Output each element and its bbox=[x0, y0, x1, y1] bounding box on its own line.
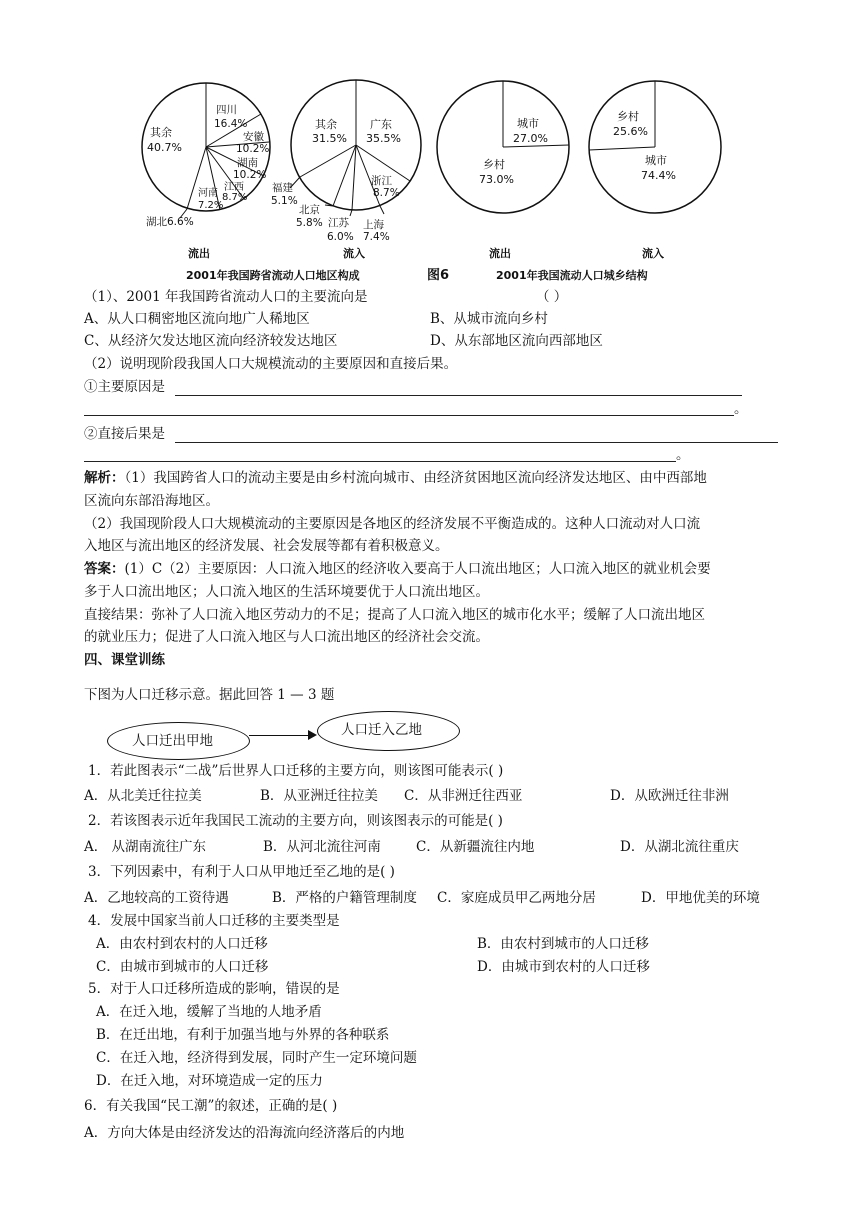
pie4-label-city: 城市 bbox=[645, 154, 667, 167]
pie2-label-fujian: 福建 bbox=[272, 182, 293, 194]
answer-text-4: 的就业压力；促进了人口流入地区与人口流出地区的经济社会交流。 bbox=[84, 629, 489, 645]
pie1-caption: 流出 bbox=[188, 247, 210, 260]
figure-label: 图6 bbox=[427, 268, 450, 283]
question-6-stem: 6．有关我国“民工潮”的叙述，正确的是( ) bbox=[84, 1098, 338, 1114]
svg-text:5.8%: 5.8% bbox=[296, 217, 323, 229]
question-3-option-b[interactable]: B．严格的户籍管理制度 bbox=[272, 890, 417, 906]
question-4-option-c[interactable]: C．由城市到城市的人口迁移 bbox=[96, 959, 269, 975]
question-5-stem: 5．对于人口迁移所造成的影响，错误的是 bbox=[88, 981, 340, 997]
figure-title-right: 2001年我国流动人口城乡结构 bbox=[496, 269, 648, 282]
analysis-text-1b: 区流向东部沿海地区。 bbox=[84, 493, 219, 509]
q1-stem: （1）、2001 年我国跨省流动人口的主要流向是 bbox=[84, 289, 368, 305]
question-1-stem: 1．若此图表示“二战”后世界人口迁移的主要方向，则该图可能表示( ) bbox=[88, 763, 504, 779]
svg-text:74.4%: 74.4% bbox=[641, 169, 676, 182]
answer-text-2: 多于人口流出地区；人口流入地区的生活环境要优于人口流出地区。 bbox=[84, 584, 489, 600]
question-2-stem: 2．若该图表示近年我国民工流动的主要方向，则该图表示的可能是( ) bbox=[88, 813, 503, 829]
result-answer-line-1[interactable] bbox=[175, 442, 778, 443]
pie1-label-jiangxi: 江西 bbox=[224, 182, 244, 193]
question-4-option-d[interactable]: D．由城市到农村的人口迁移 bbox=[477, 959, 650, 975]
svg-text:7.4%: 7.4% bbox=[363, 231, 390, 243]
question-1-option-d[interactable]: D．从欧洲迁往非洲 bbox=[610, 788, 729, 804]
migration-arrowhead bbox=[308, 730, 317, 740]
svg-text:25.6%: 25.6% bbox=[613, 125, 648, 138]
pie2-label-beijing: 北京 bbox=[299, 204, 320, 216]
svg-text:8.7%: 8.7% bbox=[373, 187, 400, 199]
pie2-label-zhejiang: 浙江 bbox=[371, 175, 392, 187]
question-5-option-c[interactable]: C．在迁入地，经济得到发展，同时产生一定环境问题 bbox=[96, 1050, 417, 1066]
question-2-option-c[interactable]: C．从新疆流往内地 bbox=[416, 839, 535, 855]
pie3-caption: 流出 bbox=[489, 247, 511, 260]
reason-answer-line-2[interactable] bbox=[84, 415, 734, 416]
pie-charts-figure bbox=[0, 0, 860, 290]
question-4-option-b[interactable]: B．由农村到城市的人口迁移 bbox=[477, 936, 649, 952]
svg-text:7.2%: 7.2% bbox=[198, 200, 224, 211]
question-1-option-a[interactable]: A．从北美迁往拉美 bbox=[84, 788, 202, 804]
svg-text:27.0%: 27.0% bbox=[513, 132, 548, 145]
pie1-label-sichuan: 四川 bbox=[216, 104, 237, 116]
question-5-option-d[interactable]: D．在迁入地，对环境造成一定的压力 bbox=[96, 1073, 323, 1089]
pie-inflow-province bbox=[271, 80, 421, 260]
reason-end-mark: 。 bbox=[734, 401, 748, 417]
pie1-label-henan: 河南 bbox=[198, 188, 218, 199]
pie2-label-shanghai: 上海 bbox=[363, 219, 384, 231]
question-4-option-a[interactable]: A．由农村到农村的人口迁移 bbox=[96, 936, 268, 952]
section-heading: 四、课堂训练 bbox=[84, 652, 165, 668]
q2-reason-label: ①主要原因是 bbox=[84, 379, 165, 395]
question-2-option-b[interactable]: B．从河北流往河南 bbox=[263, 839, 381, 855]
pie2-label-jiangsu: 江苏 bbox=[328, 217, 349, 229]
analysis-line-1 bbox=[84, 469, 707, 487]
pie4-caption: 流入 bbox=[642, 247, 664, 260]
q1-option-d: D、从东部地区流向西部地区 bbox=[430, 333, 603, 349]
analysis-text-1a: （1）我国跨省人口的流动主要是由乡村流向城市、由经济贫困地区流向经济发达地区、由中西部地 bbox=[124, 470, 707, 486]
pie2-label-other: 其余 bbox=[315, 118, 337, 131]
question-2-option-a[interactable]: A． 从湖南流往广东 bbox=[84, 839, 207, 855]
question-3-option-c[interactable]: C．家庭成员甲乙两地分居 bbox=[437, 890, 596, 906]
analysis-label: 解析： bbox=[84, 470, 125, 486]
q2-stem: （2）说明现阶段我国人口大规模流动的主要原因和直接后果。 bbox=[84, 356, 458, 372]
pie1-label-anhui: 安徽 bbox=[243, 131, 264, 143]
q1-option-a: A、从人口稠密地区流向地广人稀地区 bbox=[84, 311, 310, 327]
answer-line-1 bbox=[84, 560, 711, 578]
question-2-option-d[interactable]: D．从湖北流往重庆 bbox=[620, 839, 739, 855]
answer-label: 答案： bbox=[84, 561, 125, 577]
pie-outflow-urban-rural bbox=[437, 81, 569, 260]
q2-result-label: ②直接后果是 bbox=[84, 426, 165, 442]
section-intro: 下图为人口迁移示意。据此回答 1 — 3 题 bbox=[84, 687, 335, 703]
pie3-label-rural: 乡村 bbox=[483, 158, 505, 171]
svg-text:35.5%: 35.5% bbox=[366, 132, 401, 145]
question-3-option-a[interactable]: A．乙地较高的工资待遇 bbox=[84, 890, 229, 906]
svg-text:73.0%: 73.0% bbox=[479, 173, 514, 186]
question-5-option-b[interactable]: B．在迁出地，有利于加强当地与外界的各种联系 bbox=[96, 1027, 390, 1043]
q1-option-b: B、从城市流向乡村 bbox=[430, 311, 548, 327]
pie1-label-hunan: 湖南 bbox=[237, 157, 258, 169]
svg-text:10.2%: 10.2% bbox=[233, 169, 267, 181]
svg-text:40.7%: 40.7% bbox=[147, 141, 182, 154]
reason-answer-line-1[interactable] bbox=[175, 395, 742, 396]
analysis-text-2b: 入地区与流出地区的经济发展、社会发展等都有着积极意义。 bbox=[84, 538, 449, 554]
pie2-caption: 流入 bbox=[343, 247, 365, 260]
destination-label: 人口迁入乙地 bbox=[341, 722, 422, 738]
q1-answer-paren[interactable]: （ ） bbox=[536, 289, 568, 305]
analysis-text-2a: （2）我国现阶段人口大规模流动的主要原因是各地区的经济发展不平衡造成的。这种人口流动对人口流 bbox=[84, 516, 701, 532]
question-3-stem: 3．下列因素中，有利于人口从甲地迁至乙地的是( ) bbox=[88, 864, 395, 880]
question-1-option-b[interactable]: B．从亚洲迁往拉美 bbox=[260, 788, 378, 804]
question-3-option-d[interactable]: D．甲地优美的环境 bbox=[641, 890, 760, 906]
answer-text-3: 直接结果：弥补了人口流入地区劳动力的不足；提高了人口流入地区的城市化水平；缓解了人口流出地区 bbox=[84, 607, 705, 623]
question-1-option-c[interactable]: C．从非洲迁往西亚 bbox=[404, 788, 523, 804]
svg-text:10.2%: 10.2% bbox=[236, 143, 270, 155]
pie2-label-guangdong: 广东 bbox=[370, 118, 392, 131]
svg-text:8.7%: 8.7% bbox=[222, 192, 248, 203]
svg-text:6.0%: 6.0% bbox=[327, 231, 354, 243]
question-4-stem: 4．发展中国家当前人口迁移的主要类型是 bbox=[88, 913, 340, 929]
pie1-label-hubei: 湖北6.6% bbox=[146, 216, 194, 228]
result-answer-line-2[interactable] bbox=[84, 461, 676, 462]
figure-title-left: 2001年我国跨省流动人口地区构成 bbox=[186, 269, 360, 282]
svg-text:31.5%: 31.5% bbox=[312, 132, 347, 145]
question-6-option-a[interactable]: A．方向大体是由经济发达的沿海流向经济落后的内地 bbox=[84, 1125, 405, 1141]
q1-option-c: C、从经济欠发达地区流向经济较发达地区 bbox=[84, 333, 338, 349]
pie-inflow-urban-rural bbox=[589, 81, 721, 260]
answer-text-1: (1）C（2）主要原因：人口流入地区的经济收入要高于人口流出地区；人口流入地区的就业机会要 bbox=[124, 561, 711, 577]
pie1-label-other: 其余 bbox=[150, 126, 172, 139]
pie4-label-rural: 乡村 bbox=[617, 110, 639, 123]
migration-arrow bbox=[249, 735, 311, 736]
pie3-label-city: 城市 bbox=[517, 117, 539, 130]
question-5-option-a[interactable]: A．在迁入地，缓解了当地的人地矛盾 bbox=[96, 1004, 322, 1020]
svg-text:16.4%: 16.4% bbox=[214, 118, 248, 130]
svg-text:5.1%: 5.1% bbox=[271, 195, 298, 207]
origin-label: 人口迁出甲地 bbox=[132, 733, 213, 749]
pie-outflow-province bbox=[142, 83, 270, 260]
result-end-mark: 。 bbox=[676, 447, 690, 463]
